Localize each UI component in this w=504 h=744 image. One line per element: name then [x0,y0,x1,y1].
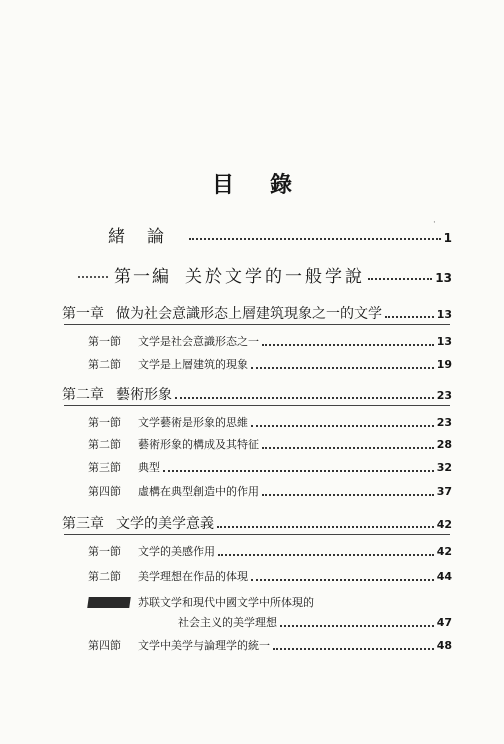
section-label: 第二節 [88,570,121,583]
dot-leader [217,526,434,528]
toc-entry-section-continuation [178,614,452,630]
section-title: 苏联文学和現代中國文学中所体現的 [138,596,314,609]
section-title: 美学理想在作品的体現 [138,570,248,583]
dot-leader [78,276,108,278]
section-label: 第二節 [88,358,121,371]
page-title: 目錄 [211,172,328,198]
toc-entry-chapter-3 [62,513,452,533]
dot-leader [251,367,434,369]
toc-entry-chapter-1 [62,303,452,323]
section-title: 文学中美学与論理学的統一 [138,639,270,652]
entry-page: 19 [436,358,452,371]
toc-entry-section [88,594,452,610]
section-title-continued: 社会主义的美学理想 [178,616,277,629]
part-title: 关於文学的一般学說 [185,267,365,287]
section-divider [64,405,450,406]
section-label: 第一節 [88,545,121,558]
dot-leader [262,447,434,449]
chapter-title: 做为社会意識形态上層建筑現象之一的文学 [116,306,382,322]
chapter-title: 藝術形象 [116,387,172,403]
dot-leader [385,316,434,318]
entry-page: 42 [436,518,452,531]
toc-entry-section [88,414,452,430]
dot-leader [251,425,434,427]
dot-leader [280,625,434,627]
toc-entry-section [88,356,452,372]
toc-entry-section [88,459,452,475]
section-label: 第一節 [88,335,121,348]
entry-page: 23 [436,416,452,429]
section-label: 第四節 [88,485,121,498]
section-divider [64,324,450,325]
section-title: 文学藝術是形象的思維 [138,416,248,429]
chapter-label: 第二章 [62,387,104,403]
toc-entry-section [88,333,452,349]
entry-page: 48 [436,639,452,652]
toc-entry-section [88,637,452,653]
dot-leader [251,579,434,581]
part-label: 第一編 [114,267,171,287]
dot-leader [273,648,434,650]
entry-page: 13 [436,308,452,321]
section-title: 虛構在典型創造中的作用 [138,485,259,498]
section-label: 第二節 [88,438,121,451]
section-title: 文学是上層建筑的現象 [138,358,248,371]
dot-leader [368,278,432,280]
entry-page: 28 [436,438,452,451]
section-label: 第三節 [88,461,121,474]
entry-page: 23 [436,389,452,402]
entry-page: 42 [436,545,452,558]
toc-entry-section [88,543,452,559]
dot-leader [189,238,441,240]
chapter-title: 文学的美学意義 [116,516,214,532]
section-title: 文学的美感作用 [138,545,215,558]
dot-leader [218,554,434,556]
dot-leader [262,344,434,346]
section-title: 典型 [138,461,160,474]
entry-page: 1 [443,231,452,245]
dot-leader [163,470,434,472]
toc-entry-chapter-2 [62,384,452,404]
section-label: 第一節 [88,416,121,429]
entry-page: 44 [436,570,452,583]
dot-leader [262,494,434,496]
entry-page: 13 [435,271,452,285]
toc-entry-part-1 [78,262,452,287]
entry-page: 13 [436,335,452,348]
section-title: 藝術形象的構成及其特征 [138,438,259,451]
chapter-label: 第三章 [62,516,104,532]
toc-entry-intro [108,222,452,247]
smudge-mark: · [433,218,436,228]
toc-entry-section [88,483,452,499]
entry-page: 47 [436,616,452,629]
entry-page: 32 [436,461,452,474]
section-label: 第四節 [88,639,121,652]
section-title: 文学是社会意識形态之一 [138,335,259,348]
section-divider [64,534,450,535]
toc-entry-section [88,436,452,452]
entry-page: 37 [436,485,452,498]
entry-title: 緒論 [108,227,186,247]
toc-entry-section [88,568,452,584]
dot-leader [175,397,434,399]
chapter-label: 第一章 [62,306,104,322]
